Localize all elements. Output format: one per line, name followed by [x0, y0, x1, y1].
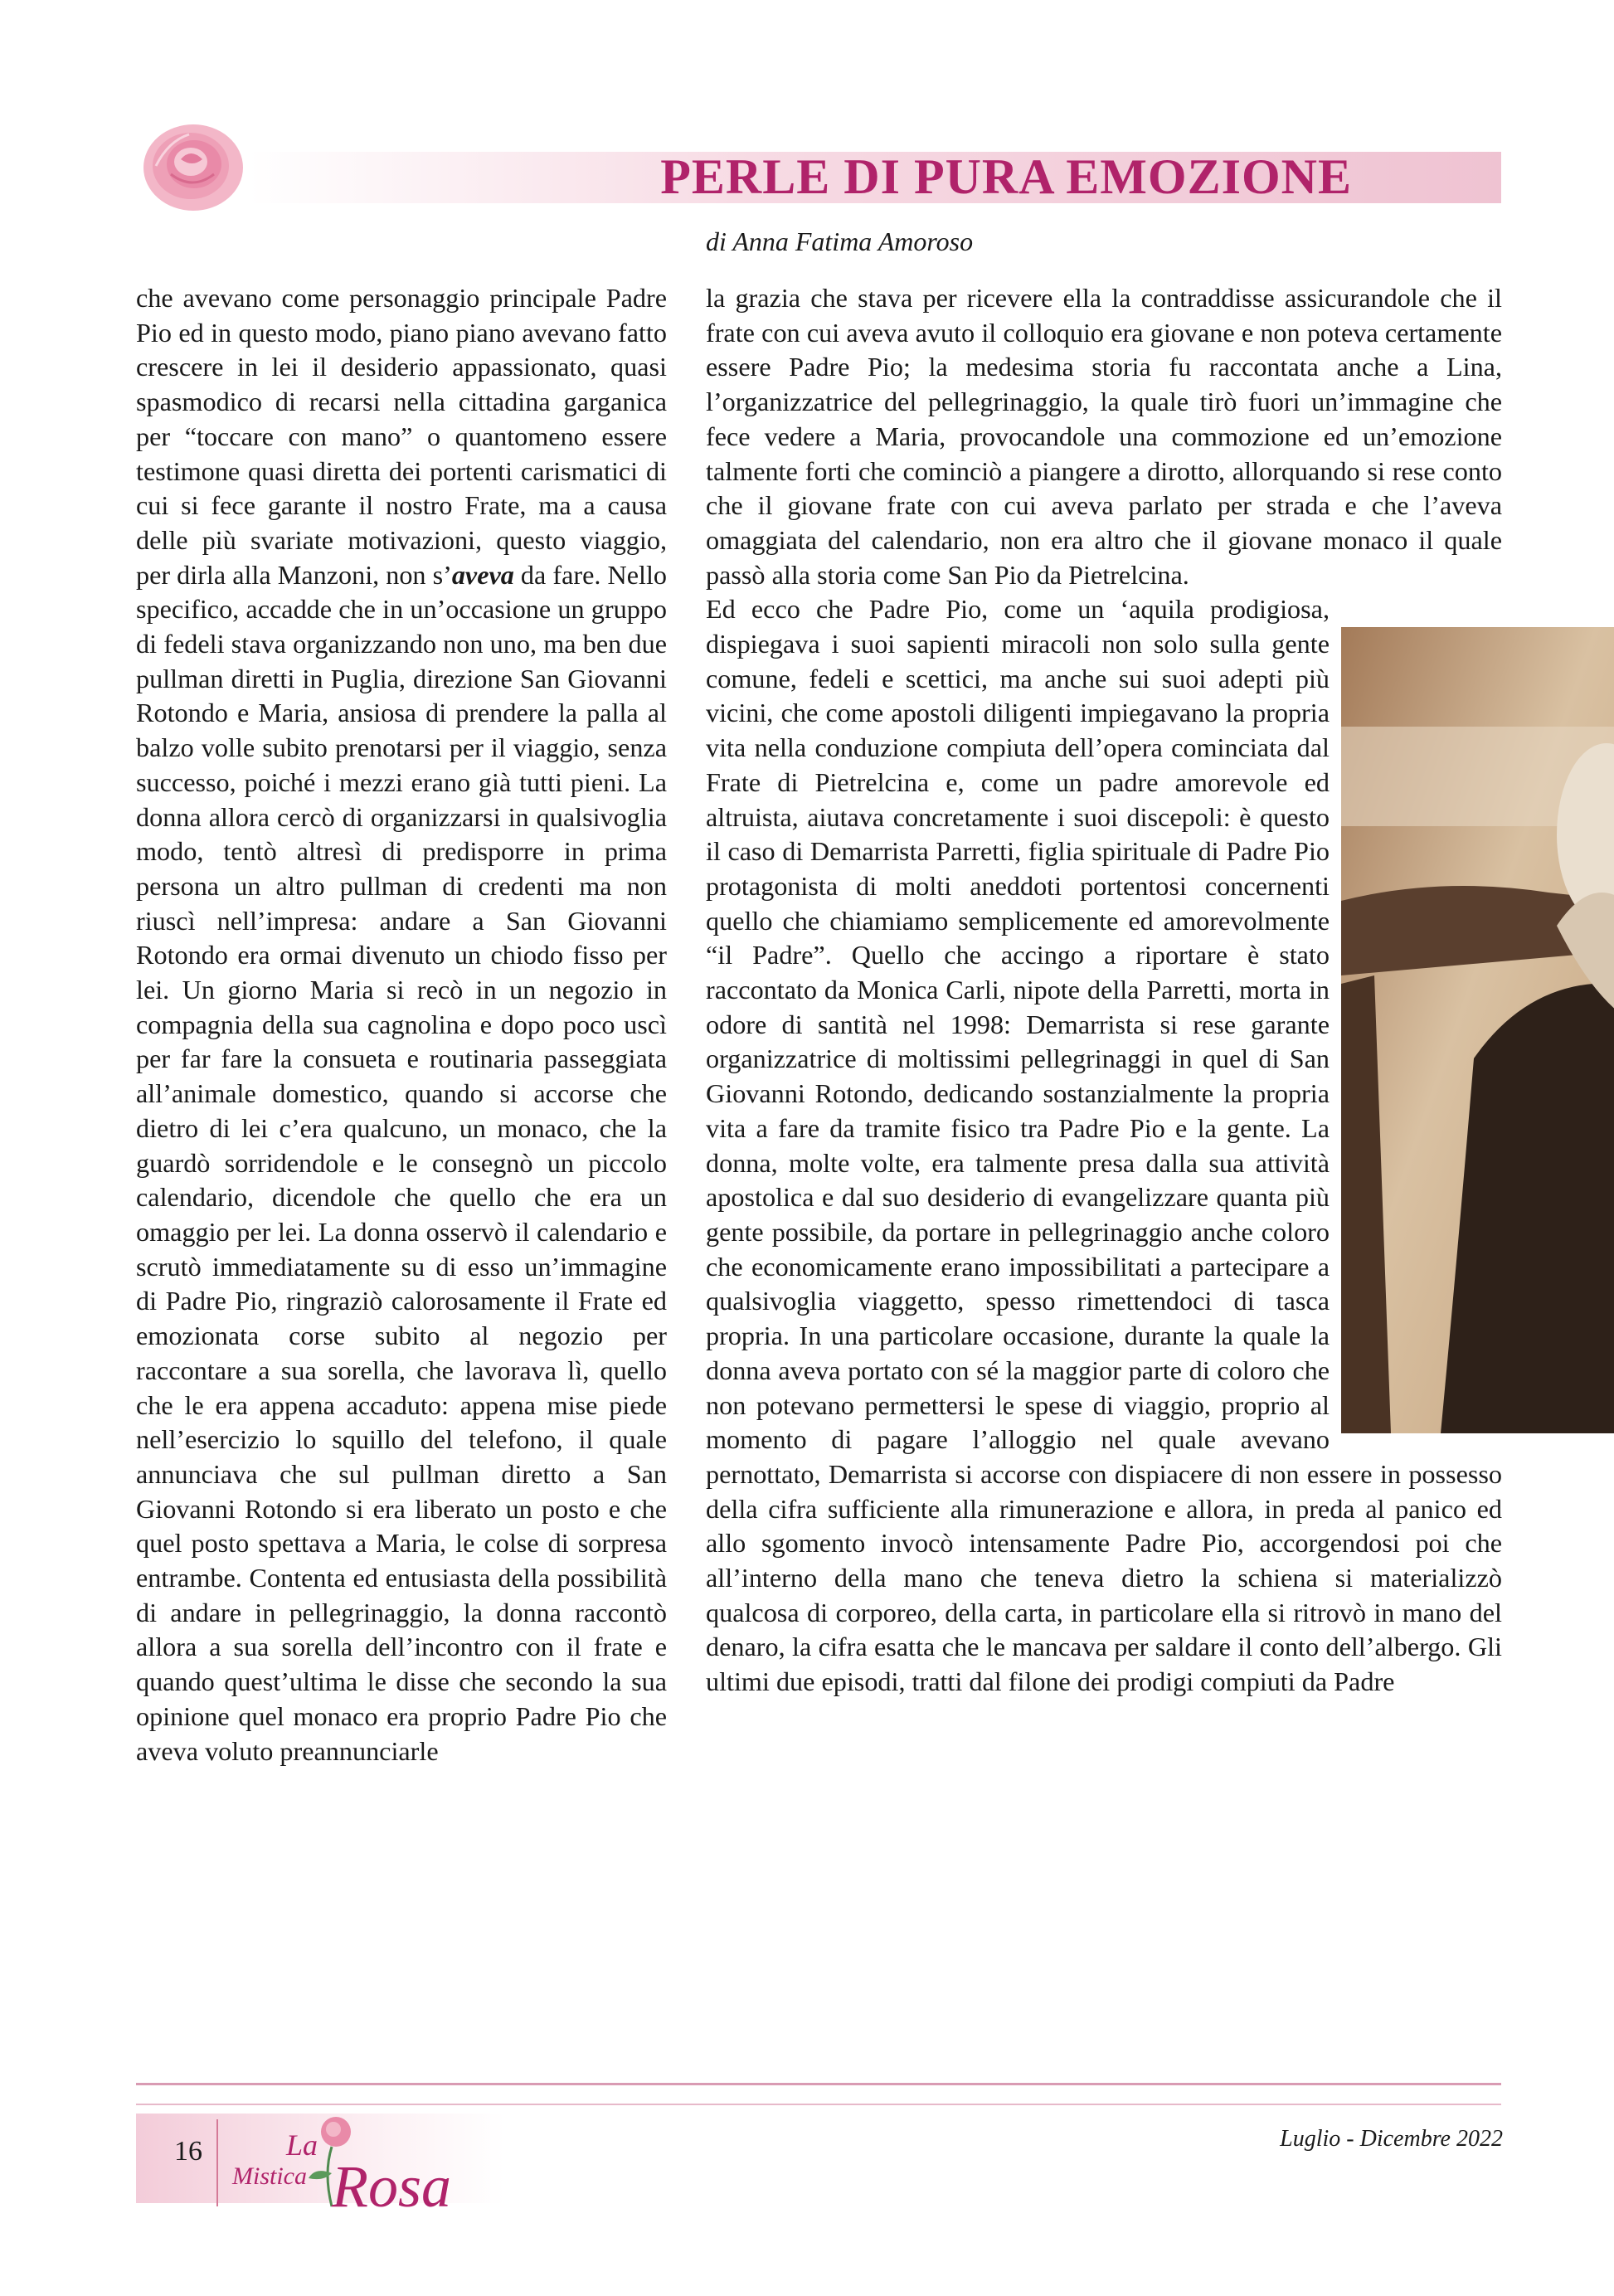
article-text: Ed ecco che Padre Pio, come un ‘aquila prodigiosa, dispiegava i suoi sapienti miracoli non solo sulla gente comune, fedeli e scettici, ma anche sui suoi adepti più vicini, che come apostoli diligenti impiegavano la propria vita nella conduzione compiuta dell’opera cominciata dal Frate di Pietrelcina e, come un padre amorevole ed altruista, aiutava concretamente i suoi discepoli: è questo il caso di Demarrista Parretti, figlia spirituale di Padre Pio protagonista di molti aneddoti portentosi concernenti quello che chiamiamo semplicemente ed amorevolmente “il Padre”. Quello che accingo a riportare è stato raccontato da Monica Carli, nipote della Parretti, morta in odore di santità nel 1998: Demarrista si rese garante organizzatrice di moltissimi pellegrinaggi in quel di San Giovanni Rotondo, dedicando sostanzialmente la propria vita a fare da tramite fisico tra Padre Pio e la gente. La donna, molte volte, era talmente presa dalla sua attività apostolica e dal suo desiderio di evangelizzare quanta più gente possibile, da portare in pellegrinaggio anche coloro che economicamente erano impossibilitati a partecipare a qualsivoglia viaggetto, spesso rimettendoci di tasca propria. In una particolare occasione, durante la quale la donna aveva portato con sé la maggior parte di coloro che non potevano permettersi le spese di viaggio, proprio al momento di pagare l’alloggio nel quale avevano pernottato, Demarrista si accorse con dispiacere di non essere in possesso della cifra sufficiente alla rimunerazione e allora, in preda al panico ed allo sgomento invocò intensamente Padre Pio, accorgendosi poi che all’interno della mano che teneva dietro la schiena si materializzò qualcosa di corporeo, della carta, in particolare ella si ritrovò in mano del denaro, la cifra esatta che le mancava per saldare il conto dell’albergo. Gli ultimi due episodi, tratti dal filone dei prodigi compiuti da Padre [706, 594, 1502, 1697]
article-paragraph [706, 592, 1502, 1700]
article-text: che avevano come personaggio principale Padre Pio ed in questo modo, piano piano avevano fatto crescere in lei il desiderio appassionato, quasi spasmodico di recarsi nella cittadina garganica per “toccare con mano” o quantomeno essere testimone quasi diretta dei portenti carismatici di cui si fece garante il nostro Frate, ma a causa delle più svariate motivazioni, questo viaggio, per dirla alla Manzoni, non s’ [136, 283, 667, 590]
byline: di Anna Fatima Amoroso [706, 226, 974, 256]
logo-text-mistica: Mistica [232, 2162, 307, 2190]
logo-text-rosa: Rosa [332, 2153, 451, 2215]
emphasis-text: aveva [451, 559, 514, 590]
article-column-left [136, 281, 667, 1768]
padre-pio-photo [1341, 627, 1614, 1433]
footer-divider [136, 2104, 1501, 2105]
page-number: 16 [174, 2136, 202, 2167]
footer-divider [136, 2083, 1501, 2085]
article-text: da fare. Nello specifico, accadde che in un’occasione un gruppo di fedeli stava organizzando non uno, ma ben due pullman diretti in Puglia, direzione San Giovanni Rotondo e Maria, ansiosa di prendere la palla al balzo volle subito prenotarsi per il viaggio, senza successo, poiché i mezzi erano già tutti pieni. La donna allora cercò di organizzarsi in qualsivoglia modo, tentò altresì di predisporre in prima persona un altro pullman di credenti ma non riuscì nell’impresa: andare a San Giovanni Rotondo era ormai divenuto un chiodo fisso per lei. Un giorno Maria si recò in un negozio in compagnia della sua cagnolina e dopo poco uscì per far fare la consueta e routinaria passeggiata all’animale domestico, quando si accorse che dietro di lei c’era qualcuno, un monaco, che la guardò sorridendole e le consegnò un piccolo calendario, dicendole che quello che era un omaggio per lei. La donna osservò il calendario e scrutò immediatamente su di esso un’immagine di Padre Pio, ringraziò calorosamente il Frate ed emozionata corse subito al negozio per raccontare a sua sorella, che lavorava lì, quello che le era appena accaduto: appena mise piede nell’esercizio lo squillo del telefono, il quale annunciava che sul pullman diretto a San Giovanni Rotondo si era liberato un posto e che quel posto spettava a Maria, le colse di sorpresa entrambe. Contenta ed entusiasta della possibilità di andare in pellegrinaggio, la donna raccontò allora a sua sorella dell’incontro con il frate e quando quest’ultima le disse che secondo la sua opinione quel monaco era proprio Padre Pio che aveva voluto preannunciarle [136, 559, 667, 1766]
article-paragraph [136, 281, 667, 1768]
issue-date: Luglio - Dicembre 2022 [1280, 2126, 1503, 2152]
article-column-right [706, 281, 1502, 1700]
logo-text-la: La [286, 2128, 318, 2162]
article-paragraph: la grazia che stava per ricevere ella la contraddisse assicurandole che il frate con cui aveva avuto il colloquio era giovane e non poteva certamente essere Padre Pio; la medesima storia fu raccontata anche a Lina, l’organizzatrice del pellegrinaggio, la quale tirò fuori un’immagine che fece vedere a Maria, provocandole una commozione ed un’emozione talmente forti che cominciò a piangere a dirotto, allorquando si rese conto che il giovane frate con cui aveva parlato per strada e che l’aveva omaggiata del calendario, non era altro che il giovane monaco il quale passò alla storia come San Pio da Pietrelcina. [706, 283, 1502, 590]
magazine-logo [207, 2107, 489, 2215]
rose-icon [131, 116, 255, 224]
page-title: PERLE DI PURA EMOZIONE [660, 149, 1352, 204]
